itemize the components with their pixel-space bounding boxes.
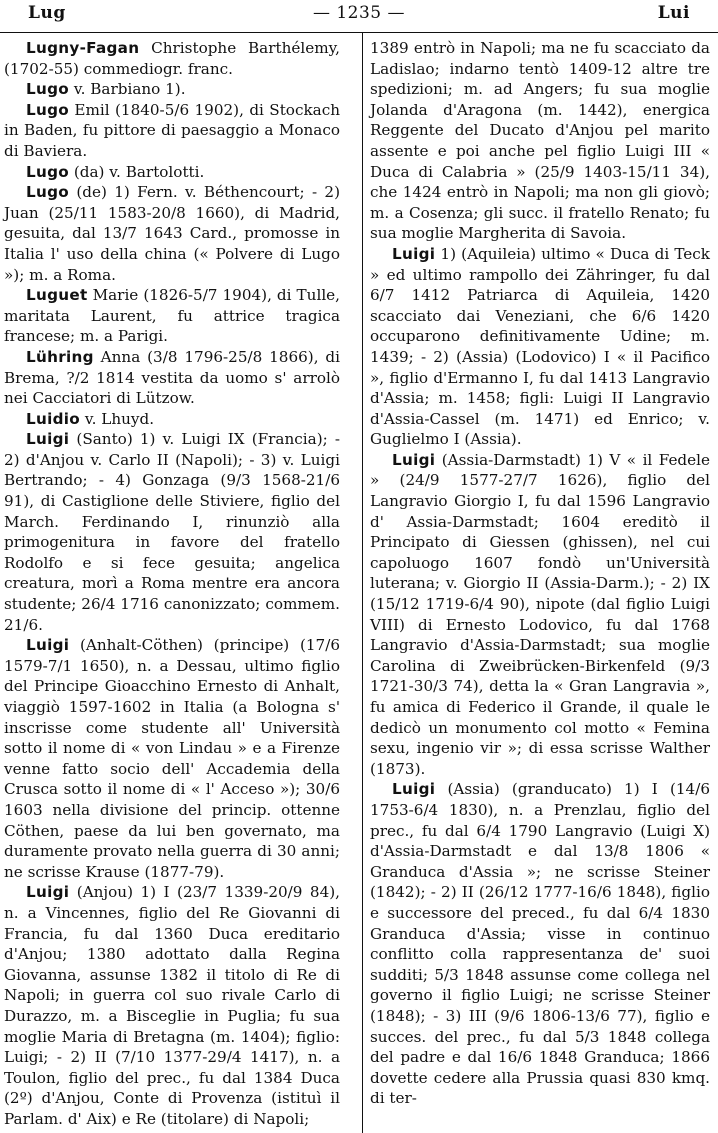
entry bbox=[370, 244, 710, 450]
page-number: — 1235 — bbox=[312, 3, 406, 23]
header-rule bbox=[0, 32, 718, 33]
entry-text: (Santo) 1) v. Luigi IX (Francia); - 2) d'Anjou v. Carlo II (Napoli); - 3) v. Luigi Bertrando; - 4) Gonzaga (9/3 1568-21/6 91), di Castiglione delle Stiviere, figlio del March. Ferdinando I, rinunziò alla primogenitura in favore del fratello Rodolfo e si fece gesuita; angelica creatura, morì a Roma mentre era ancora studente; 26/4 1716 canonizzato; commem. 21/6. bbox=[4, 430, 340, 634]
headword: Lugo bbox=[26, 162, 69, 181]
entry-text: v. Lhuyd. bbox=[80, 409, 155, 428]
entry-continuation bbox=[370, 38, 710, 244]
headword: Luigi bbox=[392, 244, 436, 263]
entry bbox=[370, 779, 710, 1109]
entry-text: (Assia-Darmstadt) 1) V « il Fedele » (24/9 1577-27/7 1626), figlio del Langravio Giorgio I, fu dal 1596 Langravio d' Assia-Darmstadt; 1604 ereditò il Principato di Giessen (ghissen), nel cui capoluogo 1607 fondò un'Università luterana; v. Giorgio II (Assia-Darm.); - 2) IX (15/12 1719-6/4 90), nipote (dal figlio Luigi VIII) di Ernesto Lodovico, fu dal 1768 Langravio d'Assia-Darmstadt; sua moglie Carolina di Zweibrücken-Birkenfeld (9/3 1721-30/3 74), detta la « Gran Langravia », fu amica di Federico il Grande, il quale le dedicò un monumento col motto « Femina sexu, ingenio vir »; di essa scrisse Walther (1873). bbox=[370, 450, 710, 778]
entry bbox=[4, 38, 340, 79]
entry bbox=[370, 450, 710, 780]
entry bbox=[4, 882, 340, 1129]
entry-text: 1389 entrò in Napoli; ma ne fu scacciato da Ladislao; indarno tentò 1409-12 altre tre spedizioni; m. ad Angers; fu sua moglie Jolanda d'Aragona (m. 1442), energica Reggente del Ducato d'Anjou pel marito assente e poi anche pel figlio Luigi III « Duca di Calabria » (25/9 1403-15/11 34), che 1424 entrò in Napoli; ma non gli giovò; m. a Cosenza; gli succ. il fratello Renato; fu sua moglie Margherita di Savoia. bbox=[370, 39, 710, 243]
left-column bbox=[4, 38, 340, 1129]
entry-text: (Assia) (granducato) 1) I (14/6 1753-6/4 1830), n. a Prenzlau, figlio del prec., fu dal 6/4 1790 Langravio (Luigi X) d'Assia-Darmstadt e dal 13/8 1806 « Granduca d'Assia »; ne scrisse Steiner (1842); - 2) II (26/12 1777-16/6 1848), figlio e successore del preced., fu dal 6/4 1830 Granduca d'Assia; visse in continuo conflitto colla rappresentanza de' suoi sudditi; 5/3 1848 assunse come collega nel governo il figlio Luigi; ne scrisse Steiner (1848); - 3) III (9/6 1806-13/6 77), figlio e succes. del prec., fu dal 5/3 1848 collega del padre e dal 16/6 1848 Granduca; 1866 dovette cedere alla Prussia quasi 830 kmq. di ter- bbox=[370, 780, 710, 1108]
headword: Luidio bbox=[26, 409, 81, 428]
entry bbox=[4, 79, 340, 100]
entry bbox=[4, 285, 340, 347]
headword: Lugo bbox=[26, 80, 69, 99]
column-divider bbox=[362, 32, 363, 1133]
entry bbox=[4, 182, 340, 285]
entry bbox=[4, 635, 340, 882]
running-head-right: Lui bbox=[657, 3, 690, 23]
entry-text: (de) 1) Fern. v. Béthencourt; - 2) Juan (25/11 1583-20/8 1660), di Madrid, gesuita, dal 13/7 1643 Card., promosse in Italia l' uso della china (« Polvere di Lugo »); m. a Roma. bbox=[4, 183, 340, 284]
headword: Luigi bbox=[26, 430, 70, 449]
entry-text: 1) (Aquileia) ultimo « Duca di Teck » ed ultimo rampollo dei Zähringer, fu dal 6/7 1412 Patriarca di Aquileia, 1420 scacciato dai Veneziani, che 6/6 1420 occuparono definitivamente Udine; m. 1439; - 2) (Assia) (Lodovico) I « il Pacifico », figlio d'Ermanno I, fu dal 1413 Langravio d'Assia; m. 1458; figli: Luigi II Langravio d'Assia-Cassel (m. 1471) ed Enrico; v. Guglielmo I (Assia). bbox=[370, 244, 710, 449]
entry-text: (Anhalt-Cöthen) (principe) (17/6 1579-7/1 1650), n. a Dessau, ultimo figlio del Principe Gioacchino Ernesto di Anhalt, viaggiò 1597-1602 in Italia (a Bologna s' inscrisse come studente all' Università sotto il nome di « von Lindau » e a Firenze venne fatto socio dell' Accademia della Crusca sotto il nome di « l' Acceso »); 30/6 1603 nella divisione del princip. ottenne Cöthen, paese da lui ben governato, ma duramente provato nella guerra di 30 anni; ne scrisse Krause (1877-79). bbox=[4, 636, 340, 881]
headword: Lugo bbox=[26, 100, 69, 119]
entry-text: Marie (1826-5/7 1904), di Tulle, maritata Laurent, fu attrice tragica francese; m. a Parigi. bbox=[4, 286, 340, 346]
headword: Luigi bbox=[392, 450, 436, 469]
entry-text: Anna (3/8 1796-25/8 1866), di Brema, ?/2 1814 vestita da uomo s' arrolò nei Cacciatori di Lützow. bbox=[4, 347, 340, 408]
entry bbox=[4, 347, 340, 409]
running-head-left: Lug bbox=[28, 3, 66, 23]
headword: Luigi bbox=[26, 636, 70, 655]
entry bbox=[4, 162, 340, 183]
entry-text: Christophe Barthélemy, (1702-55) commediogr. franc. bbox=[4, 39, 340, 78]
headword: Lühring bbox=[26, 347, 94, 366]
entry-text: v. Barbiano 1). bbox=[69, 80, 186, 99]
headword: Lugny-Fagan bbox=[26, 39, 140, 57]
page-header bbox=[0, 0, 718, 30]
headword: Lugo bbox=[26, 183, 69, 202]
entry-text: (Anjou) 1) I (23/7 1339-20/9 84), n. a Vincennes, figlio del Re Giovanni di Francia, fu dal 1360 Duca ereditario d'Anjou; 1380 adottato dalla Regina Giovanna, assunse 1382 il titolo di Re di Napoli; in guerra col suo rivale Carlo di Durazzo, m. a Bisceglie in Puglia; fu sua moglie Maria di Bretagna (m. 1404); figlio: Luigi; - 2) II (7/10 1377-29/4 1417), n. a Toulon, figlio del prec., fu dal 1384 Duca (2º) d'Anjou, Conte di Provenza (istituì il Parlam. d' Aix) e Re (titolare) di Napoli; bbox=[4, 883, 340, 1128]
entry bbox=[4, 429, 340, 635]
headword: Luigi bbox=[392, 780, 436, 799]
entry bbox=[4, 409, 340, 430]
right-column bbox=[370, 38, 710, 1109]
entry-text: (da) v. Bartolotti. bbox=[69, 162, 205, 181]
headword: Luguet bbox=[26, 286, 88, 305]
headword: Luigi bbox=[26, 883, 70, 902]
entry-text: Emil (1840-5/6 1902), di Stockach in Baden, fu pittore di paesaggio a Monaco di Baviera. bbox=[4, 100, 340, 160]
entry bbox=[4, 100, 340, 162]
